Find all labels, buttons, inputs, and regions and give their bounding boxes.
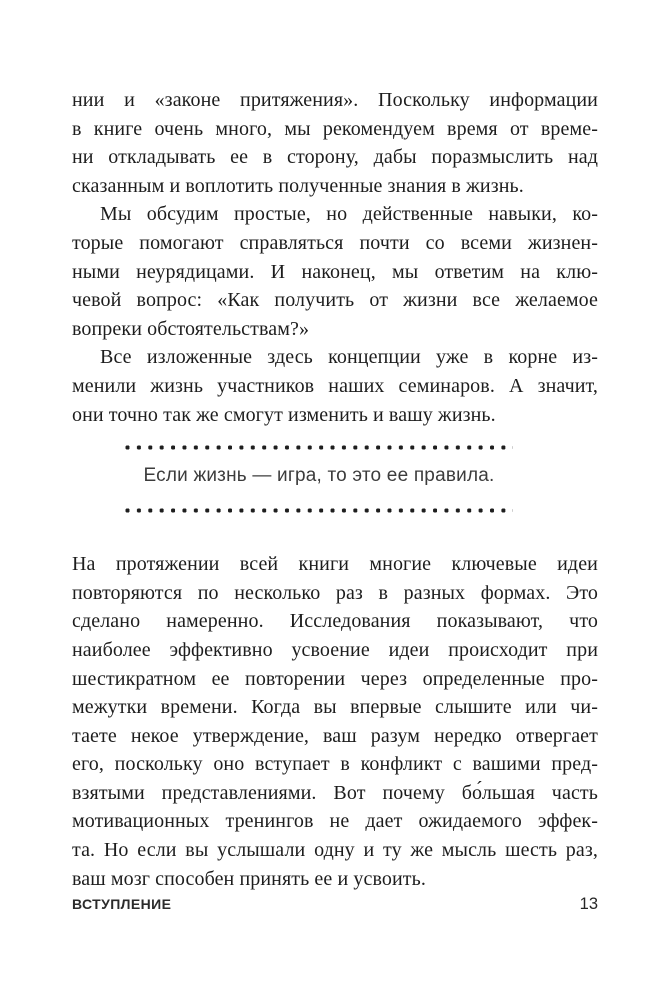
text-line: менили жизнь участников наших семинаров. А значит, <box>72 374 598 397</box>
text-line: ваш мозг способен принять ее и усвоить. <box>72 867 426 890</box>
text-line: ни откладывать ее в сторону, дабы поразмыслить над <box>72 146 598 169</box>
text-line: мотивационных тренингов не дает ожидаемого эффек- <box>72 810 598 833</box>
text-column <box>72 86 598 914</box>
text-line: та. Но если вы услышали одну и ту же мысль шесть раз, <box>72 839 598 862</box>
text-line: Мы обсудим простые, но действенные навыки, ко- <box>100 203 598 226</box>
text-line: в книге очень много, мы рекомендуем время от време- <box>72 117 598 140</box>
text-line: сделано намеренно. Исследования показывают, что <box>72 610 598 633</box>
body-text-before-callout <box>72 86 598 429</box>
text-line: чевой вопрос: «Как получить от жизни все желаемое <box>72 289 598 312</box>
paragraph <box>72 86 598 200</box>
text-line: шестикратном ее повторении через определенные про- <box>72 667 598 690</box>
callout-quote-text: Если жизнь — игра, то это ее правила. <box>143 465 495 487</box>
text-line: Все изложенные здесь концепции уже в корне из- <box>100 346 598 369</box>
page-footer <box>72 895 598 914</box>
text-line: они точно так же смогут изменить и вашу жизнь. <box>72 403 496 426</box>
text-line: ными неурядицами. И наконец, мы ответим на клю- <box>72 260 598 283</box>
body-text-after-callout <box>72 550 598 893</box>
text-line: сказанным и воплотить полученные знания в жизнь. <box>72 174 524 197</box>
text-line: вопреки обстоятельствам?» <box>72 317 310 340</box>
text-line: торые помогают справляться почти со всеми жизнен- <box>72 231 598 254</box>
dotted-divider-bottom <box>125 508 513 513</box>
text-line: межутки времени. Когда вы впервые слышите или чи- <box>72 696 598 719</box>
paragraph <box>72 343 598 429</box>
text-line: наиболее эффективно усвоение идеи происходит при <box>72 638 598 661</box>
footer-page-number: 13 <box>579 895 598 914</box>
dotted-divider-top <box>125 445 513 450</box>
text-line: повторяются по несколько раз в разных формах. Это <box>72 581 598 604</box>
paragraph <box>72 550 598 893</box>
text-line: На протяжении всей книги многие ключевые идеи <box>72 553 598 576</box>
text-line: таете некое утверждение, ваш разум нередко отвергает <box>72 724 598 747</box>
text-line: взятыми представлениями. Вот почему бо́льшая часть <box>72 781 598 804</box>
text-line: нии и «законе притяжения». Поскольку информации <box>72 89 598 111</box>
callout-quote-block <box>125 445 513 513</box>
paragraph <box>72 200 598 343</box>
text-line: его, поскольку оно вступает в конфликт с вашими пред- <box>72 753 598 776</box>
footer-section-title: ВСТУПЛЕНИЕ <box>72 896 172 913</box>
